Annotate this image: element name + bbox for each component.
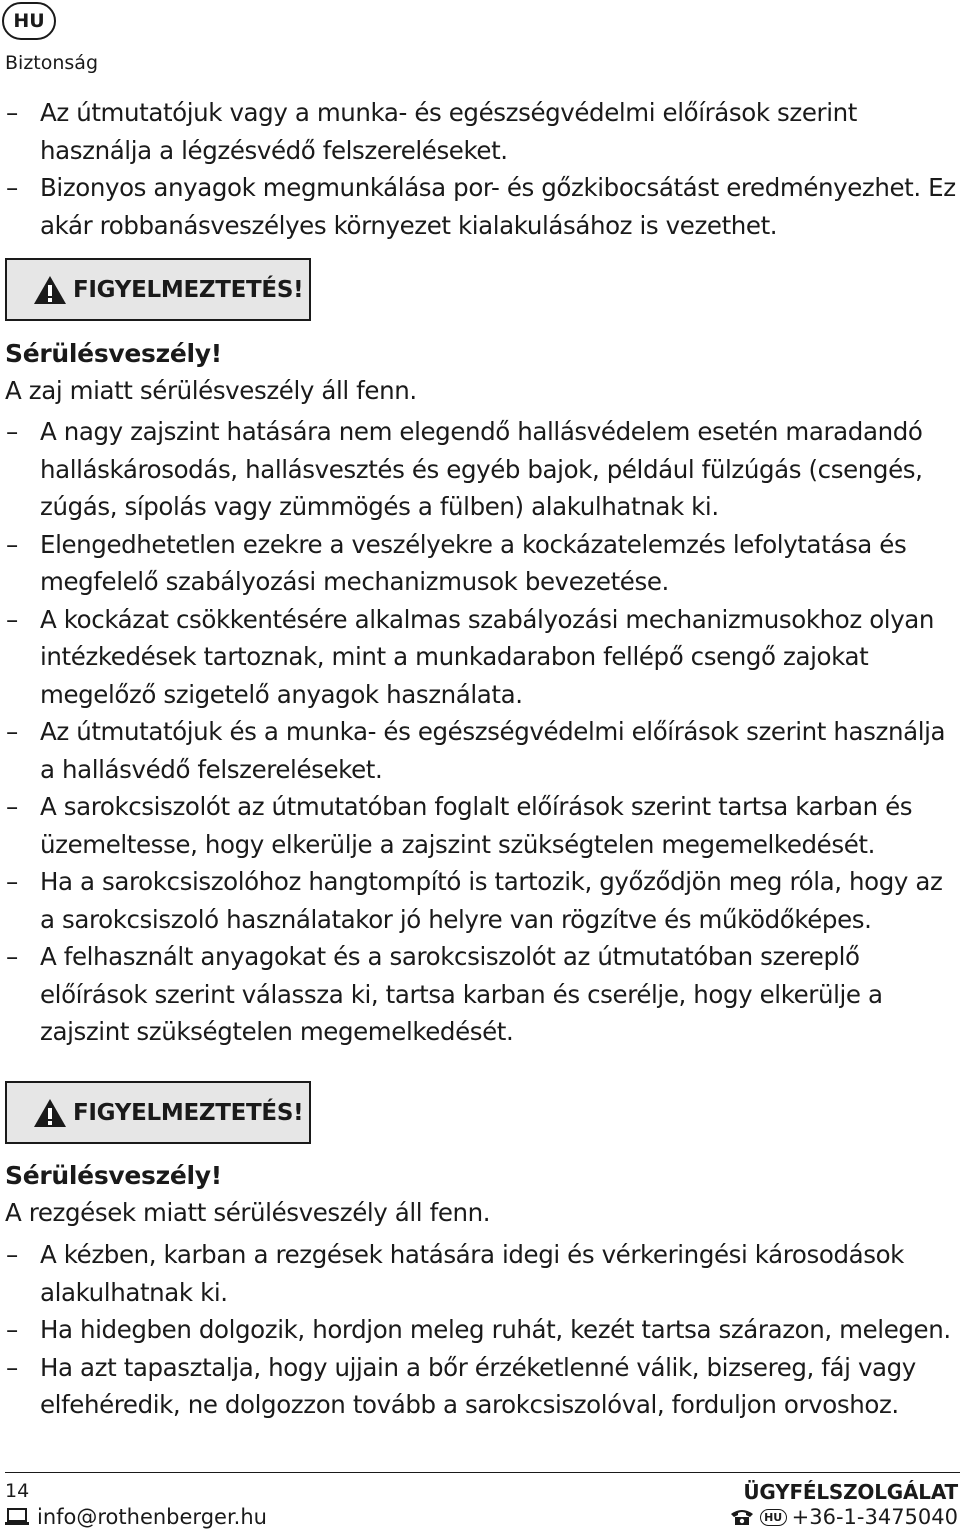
language-badge: HU [2,2,56,40]
list-item: – A kockázat csökkentésére alkalmas szabályozási mechanizmusokhoz olyan intézkedések tartoznak, mint a munkadarabon fellépő csengő zajokat megelőző szigetelő anyagok használata. [6,604,935,709]
danger-text: A zaj miatt sérülésveszély áll fenn. [5,376,417,405]
service-title: ÜGYFÉLSZOLGÁLAT [743,1480,958,1504]
list-item: – Az útmutatójuk vagy a munka- és egészségvédelmi előírások szerint használja a légzésvédő felszereléseket. [6,98,857,165]
section-label: Biztonság [5,52,99,74]
footer-divider [5,1472,960,1473]
list-item: – Ha a sarokcsiszolóhoz hangtompító is tartozik, győződjön meg róla, hogy az a sarokcsiszoló használatakor jó helyre van rögzítve és működőképes. [6,867,943,934]
warning-label: FIGYELMEZTETÉS! [73,1099,304,1126]
top-list [0,94,956,244]
vibration-list [0,1236,956,1424]
danger-title: Sérülésveszély! [5,339,222,368]
email-link[interactable]: info@rothenberger.hu [37,1505,267,1529]
footer-email [5,1505,267,1529]
page-number: 14 [5,1480,30,1502]
list-item: – Az útmutatójuk és a munka- és egészségvédelmi előírások szerint használja a hallásvédő felszereléseket. [6,717,946,784]
phone-country-badge: HU [760,1509,787,1526]
list-item: – A nagy zajszint hatására nem elegendő hallásvédelem esetén maradandó halláskárosodás, hallásvesztés és egyéb bajok, például fülzúgás (csengés, zúgás, sípolás vagy zümmögés a fülben) alakulhatnak ki. [6,417,923,521]
warning-label: FIGYELMEZTETÉS! [73,276,304,303]
footer-phone [729,1505,958,1529]
warning-triangle-icon [33,275,67,305]
list-item: – Bizonyos anyagok megmunkálása por- és gőzkibocsátást eredményezhet. Ez akár robbanásveszélyes környezet kialakulásához is vezethet. [6,173,956,240]
list-item: – Elengedhetetlen ezekre a veszélyekre a kockázatelemzés lefolytatása és megfelelő szabályozási mechanizmusok bevezetése. [6,529,907,596]
noise-list [0,413,956,1051]
list-item: – A kézben, karban a rezgések hatására idegi és vérkeringési károsodások alakulhatnak ki. [6,1240,904,1307]
danger-text: A rezgések miatt sérülésveszély áll fenn. [5,1198,491,1227]
warning-box [5,1081,311,1144]
phone-number: +36-1-3475040 [791,1505,958,1529]
list-item: – A felhasznált anyagokat és a sarokcsiszolót az útmutatóban szereplő előírások szerint válassza ki, tartsa karban és cserélje, hogy elkerülje a zajszint szükségtelen megemelkedését. [6,942,883,1046]
list-item: – Ha azt tapasztalja, hogy ujjain a bőr érzéketlenné válik, bizsereg, fáj vagy elfehéredik, ne dolgozzon tovább a sarokcsiszolóval, forduljon orvoshoz. [6,1352,916,1419]
warning-triangle-icon [33,1098,67,1128]
laptop-icon [5,1507,29,1527]
warning-box [5,258,311,321]
telephone-icon [729,1508,755,1526]
list-item: – A sarokcsiszolót az útmutatóban foglalt előírások szerint tartsa karban és üzemeltesse, hogy elkerülje a zajszint szükségtelen megemelkedését. [6,792,913,859]
danger-title: Sérülésveszély! [5,1161,222,1190]
list-item: – Ha hidegben dolgozik, hordjon meleg ruhát, kezét tartsa szárazon, melegen. [6,1315,951,1344]
